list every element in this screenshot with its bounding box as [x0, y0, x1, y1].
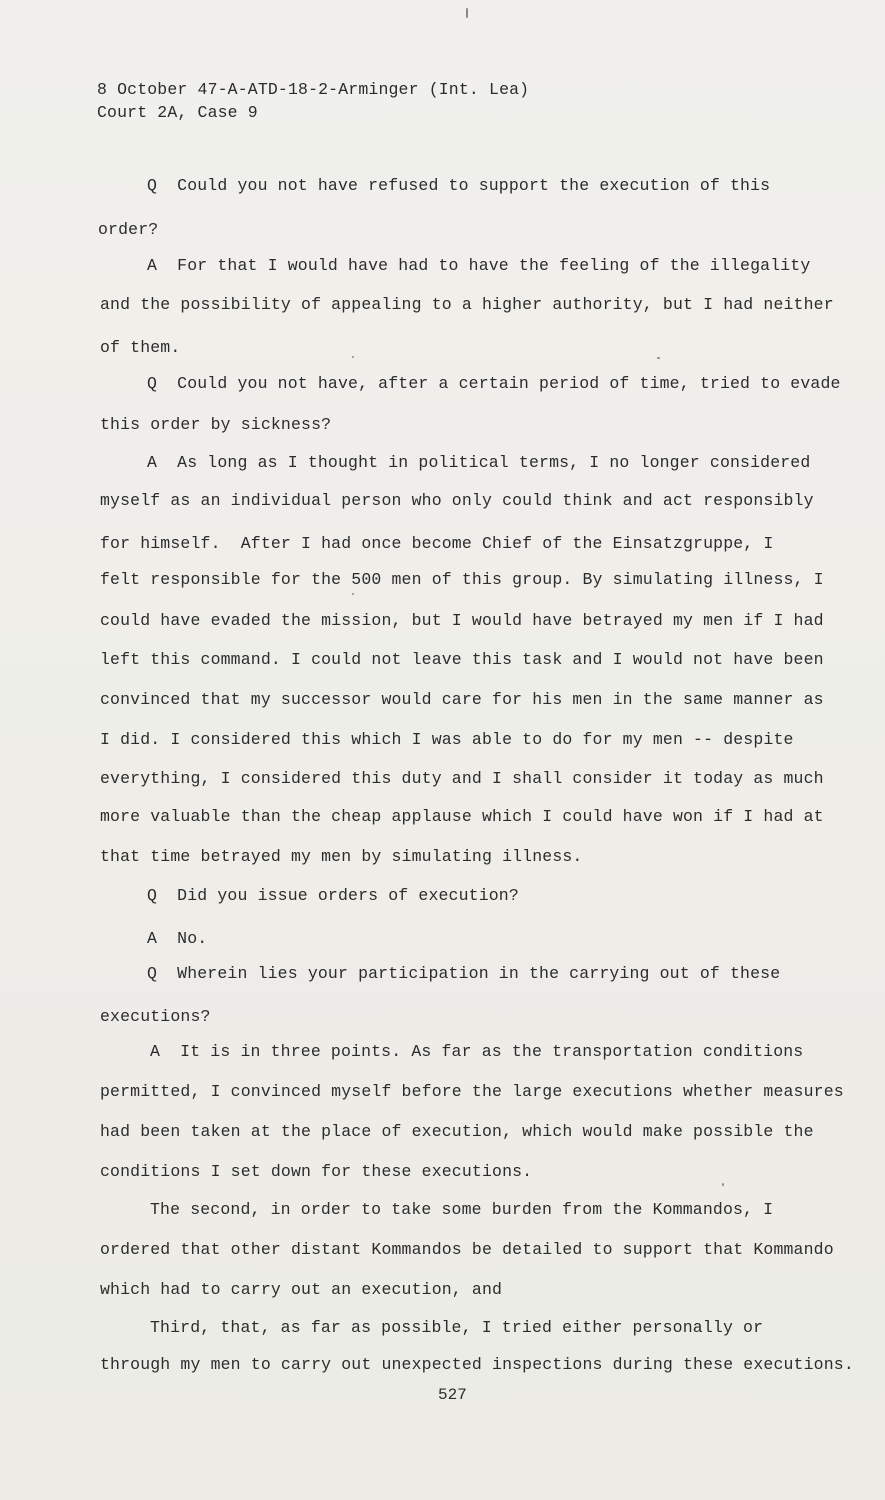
body-line: Q Could you not have, after a certain period of time, tried to evade: [147, 374, 841, 393]
body-line: I did. I considered this which I was able to do for my men -- despite: [100, 730, 794, 749]
paper-speck: [657, 357, 660, 359]
header-line-2: Court 2A, Case 9: [97, 103, 258, 122]
body-line: convinced that my successor would care for his men in the same manner as: [100, 690, 824, 709]
body-line: had been taken at the place of execution, which would make possible the: [100, 1122, 814, 1141]
body-line: ordered that other distant Kommandos be detailed to support that Kommando: [100, 1240, 834, 1259]
paper-speck: [352, 356, 354, 358]
body-line: and the possibility of appealing to a higher authority, but I had neither: [100, 295, 834, 314]
paper-speck: [722, 1183, 724, 1186]
body-line: through my men to carry out unexpected inspections during these executions.: [100, 1355, 854, 1374]
body-line: order?: [98, 220, 159, 239]
body-line: this order by sickness?: [100, 415, 332, 434]
body-line: conditions I set down for these executions.: [100, 1162, 533, 1181]
body-line: The second, in order to take some burden from the Kommandos, I: [150, 1200, 774, 1219]
body-line: Third, that, as far as possible, I tried either personally or: [150, 1318, 764, 1337]
body-line: that time betrayed my men by simulating illness.: [100, 847, 583, 866]
body-line: of them.: [100, 338, 181, 357]
body-line: executions?: [100, 1007, 211, 1026]
body-line: for himself. After I had once become Chief of the Einsatzgruppe, I: [100, 534, 774, 553]
body-line: which had to carry out an execution, and: [100, 1280, 503, 1299]
page-number: 527: [438, 1386, 467, 1404]
body-line: myself as an individual person who only could think and act responsibly: [100, 491, 814, 510]
body-line: felt responsible for the 500 men of this group. By simulating illness, I: [100, 570, 824, 589]
body-line: Q Could you not have refused to support the execution of this: [147, 176, 771, 195]
body-line: Q Did you issue orders of execution?: [147, 886, 519, 905]
paper-speck: [352, 593, 354, 595]
body-line: left this command. I could not leave this task and I would not have been: [100, 650, 824, 669]
body-line: A For that I would have had to have the feeling of the illegality: [147, 256, 811, 275]
paper-speck: [466, 8, 468, 18]
body-line: permitted, I convinced myself before the large executions whether measures: [100, 1082, 844, 1101]
body-line: A No.: [147, 929, 208, 948]
body-line: A It is in three points. As far as the transportation conditions: [150, 1042, 804, 1061]
body-line: Q Wherein lies your participation in the carrying out of these: [147, 964, 781, 983]
body-line: A As long as I thought in political terms, I no longer considered: [147, 453, 811, 472]
body-line: more valuable than the cheap applause which I could have won if I had at: [100, 807, 824, 826]
header-line-1: 8 October 47-A-ATD-18-2-Arminger (Int. Lea): [97, 80, 530, 99]
body-line: could have evaded the mission, but I would have betrayed my men if I had: [100, 611, 824, 630]
body-line: everything, I considered this duty and I shall consider it today as much: [100, 769, 824, 788]
